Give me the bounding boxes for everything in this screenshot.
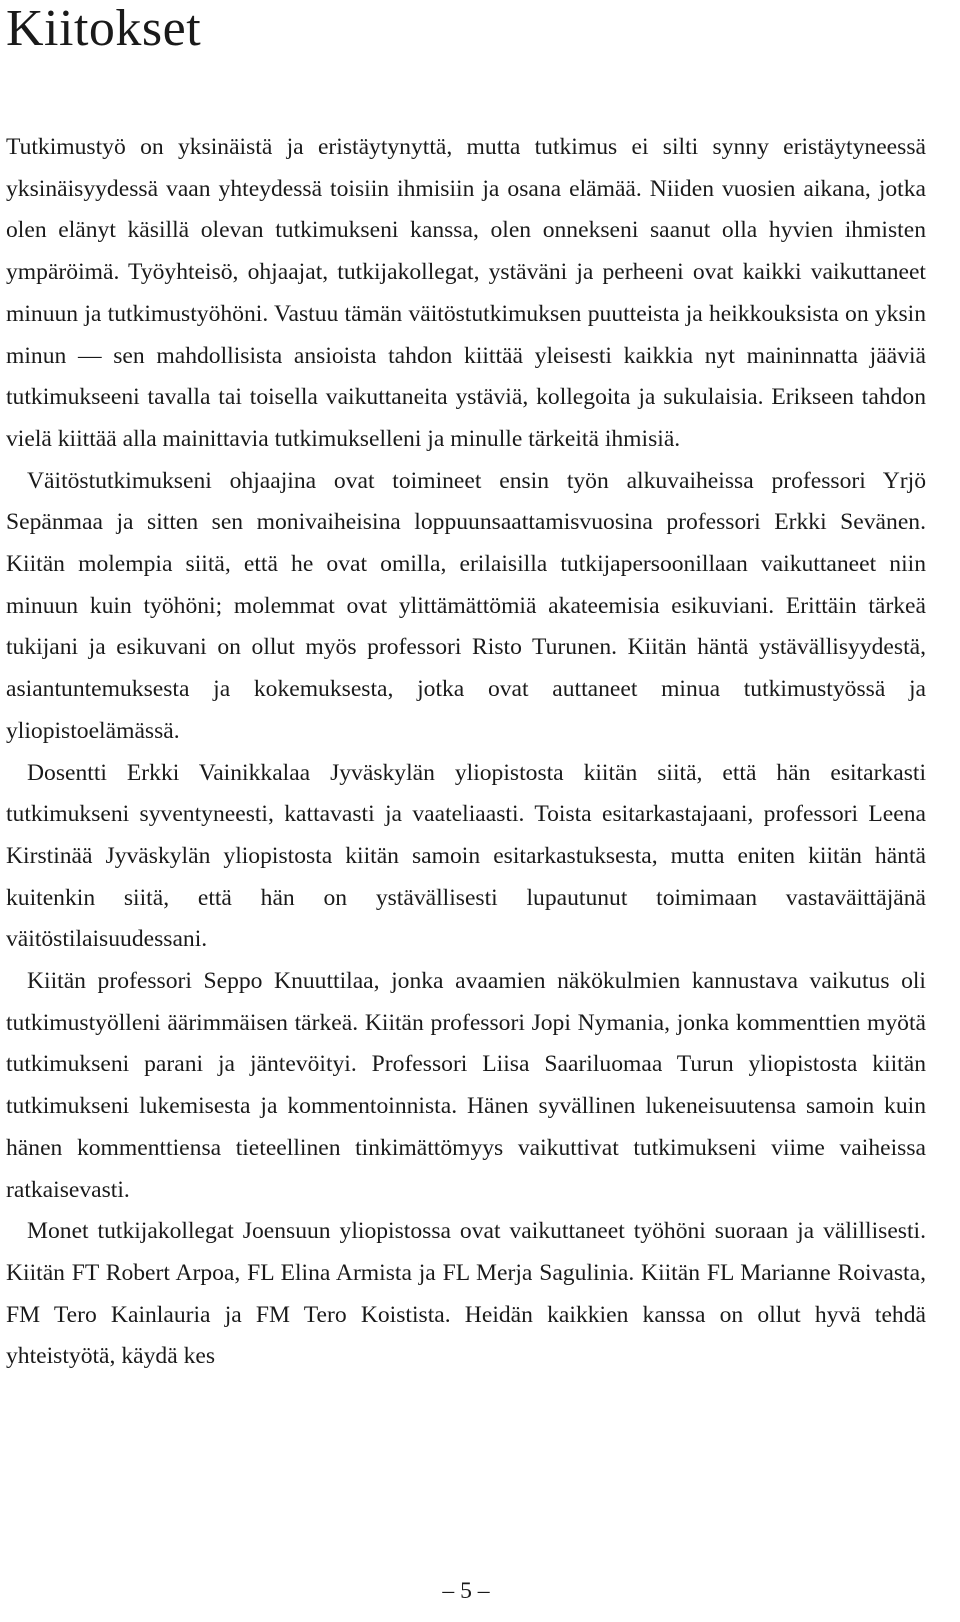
paragraph: Väitöstutkimukseni ohjaajina ovat toimineet ensin työn alkuvaiheissa professori Yrjö Sepänmaa ja sitten sen monivaiheisina loppuunsaattamisvuosina professori Erkki Sevänen. Kiitän molempia siitä, että he ovat omilla, erilaisilla tutkijapersoonillaan vaikuttaneet niin minuun kuin työhöni; molemmat ovat ylittämättömiä akateemisia esikuviani. Erittäin tärkeä tukijani ja esikuvani on ollut myös professori Risto Turunen. Kiitän häntä ystävällisyydestä, asiantuntemuksesta ja kokemuksesta, jotka ovat auttaneet minua tutkimustyössä ja yliopistoelämässä.: [6, 467, 926, 744]
page-title: Kiitokset: [6, 0, 202, 57]
paragraph: Tutkimustyö on yksinäistä ja eristäytynyttä, mutta tutkimus ei silti synny eristäytyneessä yksinäisyydessä vaan yhteydessä toisiin ihmisiin ja osana elämää. Niiden vuosien aikana, jotka olen elänyt käsillä olevan tutkimukseni kanssa, olen onnekseni saanut olla hyvien ihmisten ympäröimä. Työyhteisö, ohjaajat, tutkijakollegat, ystäväni ja perheeni ovat kaikki vaikuttaneet minuun ja tutkimustyöhöni. Vastuu tämän väitöstutkimuksen puutteista ja heikkouksista on yksin minun — sen mahdollisista ansioista tahdon kiittää yleisesti kaikkia nyt maininnatta jääviä tutkimukseeni tavalla tai toisella vaikuttaneita ystäviä, kollegoita ja sukulaisia. Erikseen tahdon vielä kiittää alla mainittavia tutkimukselleni ja minulle tärkeitä ihmisiä.: [6, 134, 926, 452]
paragraph: Kiitän professori Seppo Knuuttilaa, jonka avaamien näkökulmien kannustava vaikutus oli tutkimustyölleni äärimmäisen tärkeä. Kiitän professori Jopi Nymania, jonka kommenttien myötä tutkimukseni parani ja jäntevöityi. Professori Liisa Saariluomaa Turun yliopistosta kiitän tutkimukseni lukemisesta ja kommentoinnista. Hänen syvällinen lukeneisuutensa samoin kuin hänen kommenttiensa tieteellinen tinkimättömyys vaikuttivat tutkimukseni viime vaiheissa ratkaisevasti.: [6, 968, 926, 1203]
paragraph: Dosentti Erkki Vainikkalaa Jyväskylän yliopistosta kiitän siitä, että hän esitarkasti tutkimukseni syventyneesti, kattavasti ja vaateliaasti. Toista esitarkastajaani, professori Leena Kirstinää Jyväskylän yliopistosta kiitän samoin esitarkastuksesta, mutta eniten kiitän häntä kuitenkin siitä, että hän on ystävällisesti lupautunut toimimaan vastaväittäjänä väitöstilaisuudessani.: [6, 759, 926, 953]
paragraph: Monet tutkijakollegat Joensuun yliopistossa ovat vaikuttaneet työhöni suoraan ja välillisesti. Kiitän FT Robert Arpoa, FL Elina Armista ja FL Merja Sagulinia. Kiitän FL Marianne Roivasta, FM Tero Kainlauria ja FM Tero Koistista. Heidän kaikkien kanssa on ollut hyvä tehdä yhteistyötä, käydä kes: [6, 1218, 926, 1370]
page-number: – 5 –: [442, 1578, 490, 1604]
body-text: [6, 127, 926, 1378]
